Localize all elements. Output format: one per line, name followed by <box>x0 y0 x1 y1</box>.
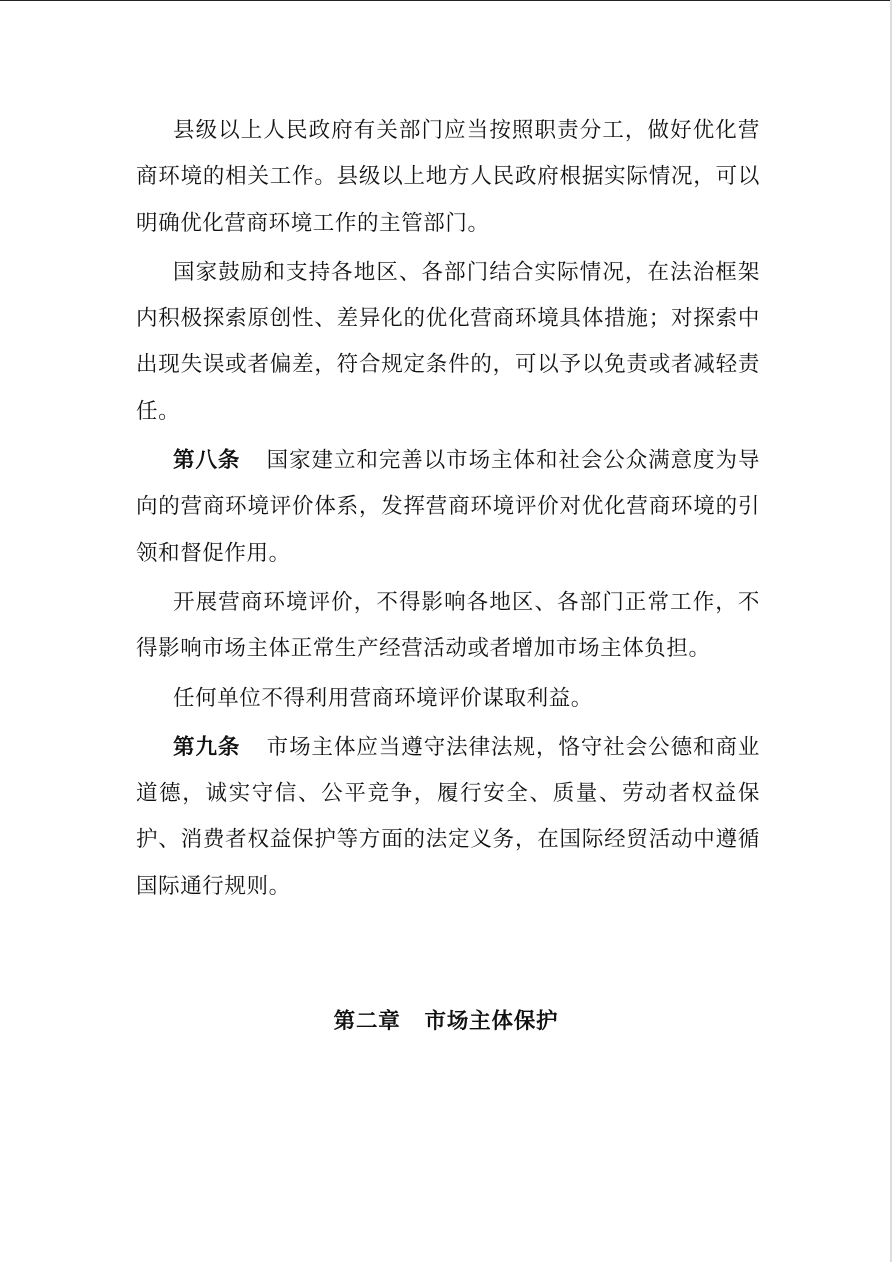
paragraph-1 <box>136 108 760 247</box>
article-number: 第八条 <box>173 448 241 474</box>
chapter-title: 市场主体保护 <box>424 1009 559 1034</box>
article-9 <box>136 725 760 910</box>
article-number: 第九条 <box>173 734 241 760</box>
paragraph-4 <box>136 580 760 673</box>
paragraph-text: 市场主体应当遵守法律法规，恪守社会公德和商业道德，诚实守信、公平竞争，履行安全、质量、劳动者权益保护、消费者权益保护等方面的法定义务，在国际经贸活动中遵循国际通行规则。 <box>136 734 760 899</box>
chapter-number: 第二章 <box>333 1009 401 1034</box>
document-body <box>136 108 760 913</box>
paragraph-text: 国家建立和完善以市场主体和社会公众满意度为导向的营商环境评价体系，发挥营商环境评价对优化营商环境的引领和督促作用。 <box>136 448 760 566</box>
article-8 <box>136 438 760 577</box>
paragraph-text: 县级以上人民政府有关部门应当按照职责分工，做好优化营商环境的相关工作。县级以上地方人民政府根据实际情况，可以明确优化营商环境工作的主管部门。 <box>136 118 760 236</box>
paragraph-5 <box>136 676 760 722</box>
page-top-border <box>0 0 892 1</box>
paragraph-text: 国家鼓励和支持各地区、各部门结合实际情况，在法治框架内积极探索原创性、差异化的优化营商环境具体措施；对探索中出现失误或者偏差，符合规定条件的，可以予以免责或者减轻责任。 <box>136 259 760 424</box>
chapter-heading <box>0 999 892 1045</box>
paragraph-text: 开展营商环境评价，不得影响各地区、各部门正常工作，不得影响市场主体正常生产经营活动或者增加市场主体负担。 <box>136 589 760 662</box>
paragraph-text: 任何单位不得利用营商环境评价谋取利益。 <box>173 685 593 711</box>
paragraph-2 <box>136 250 760 435</box>
